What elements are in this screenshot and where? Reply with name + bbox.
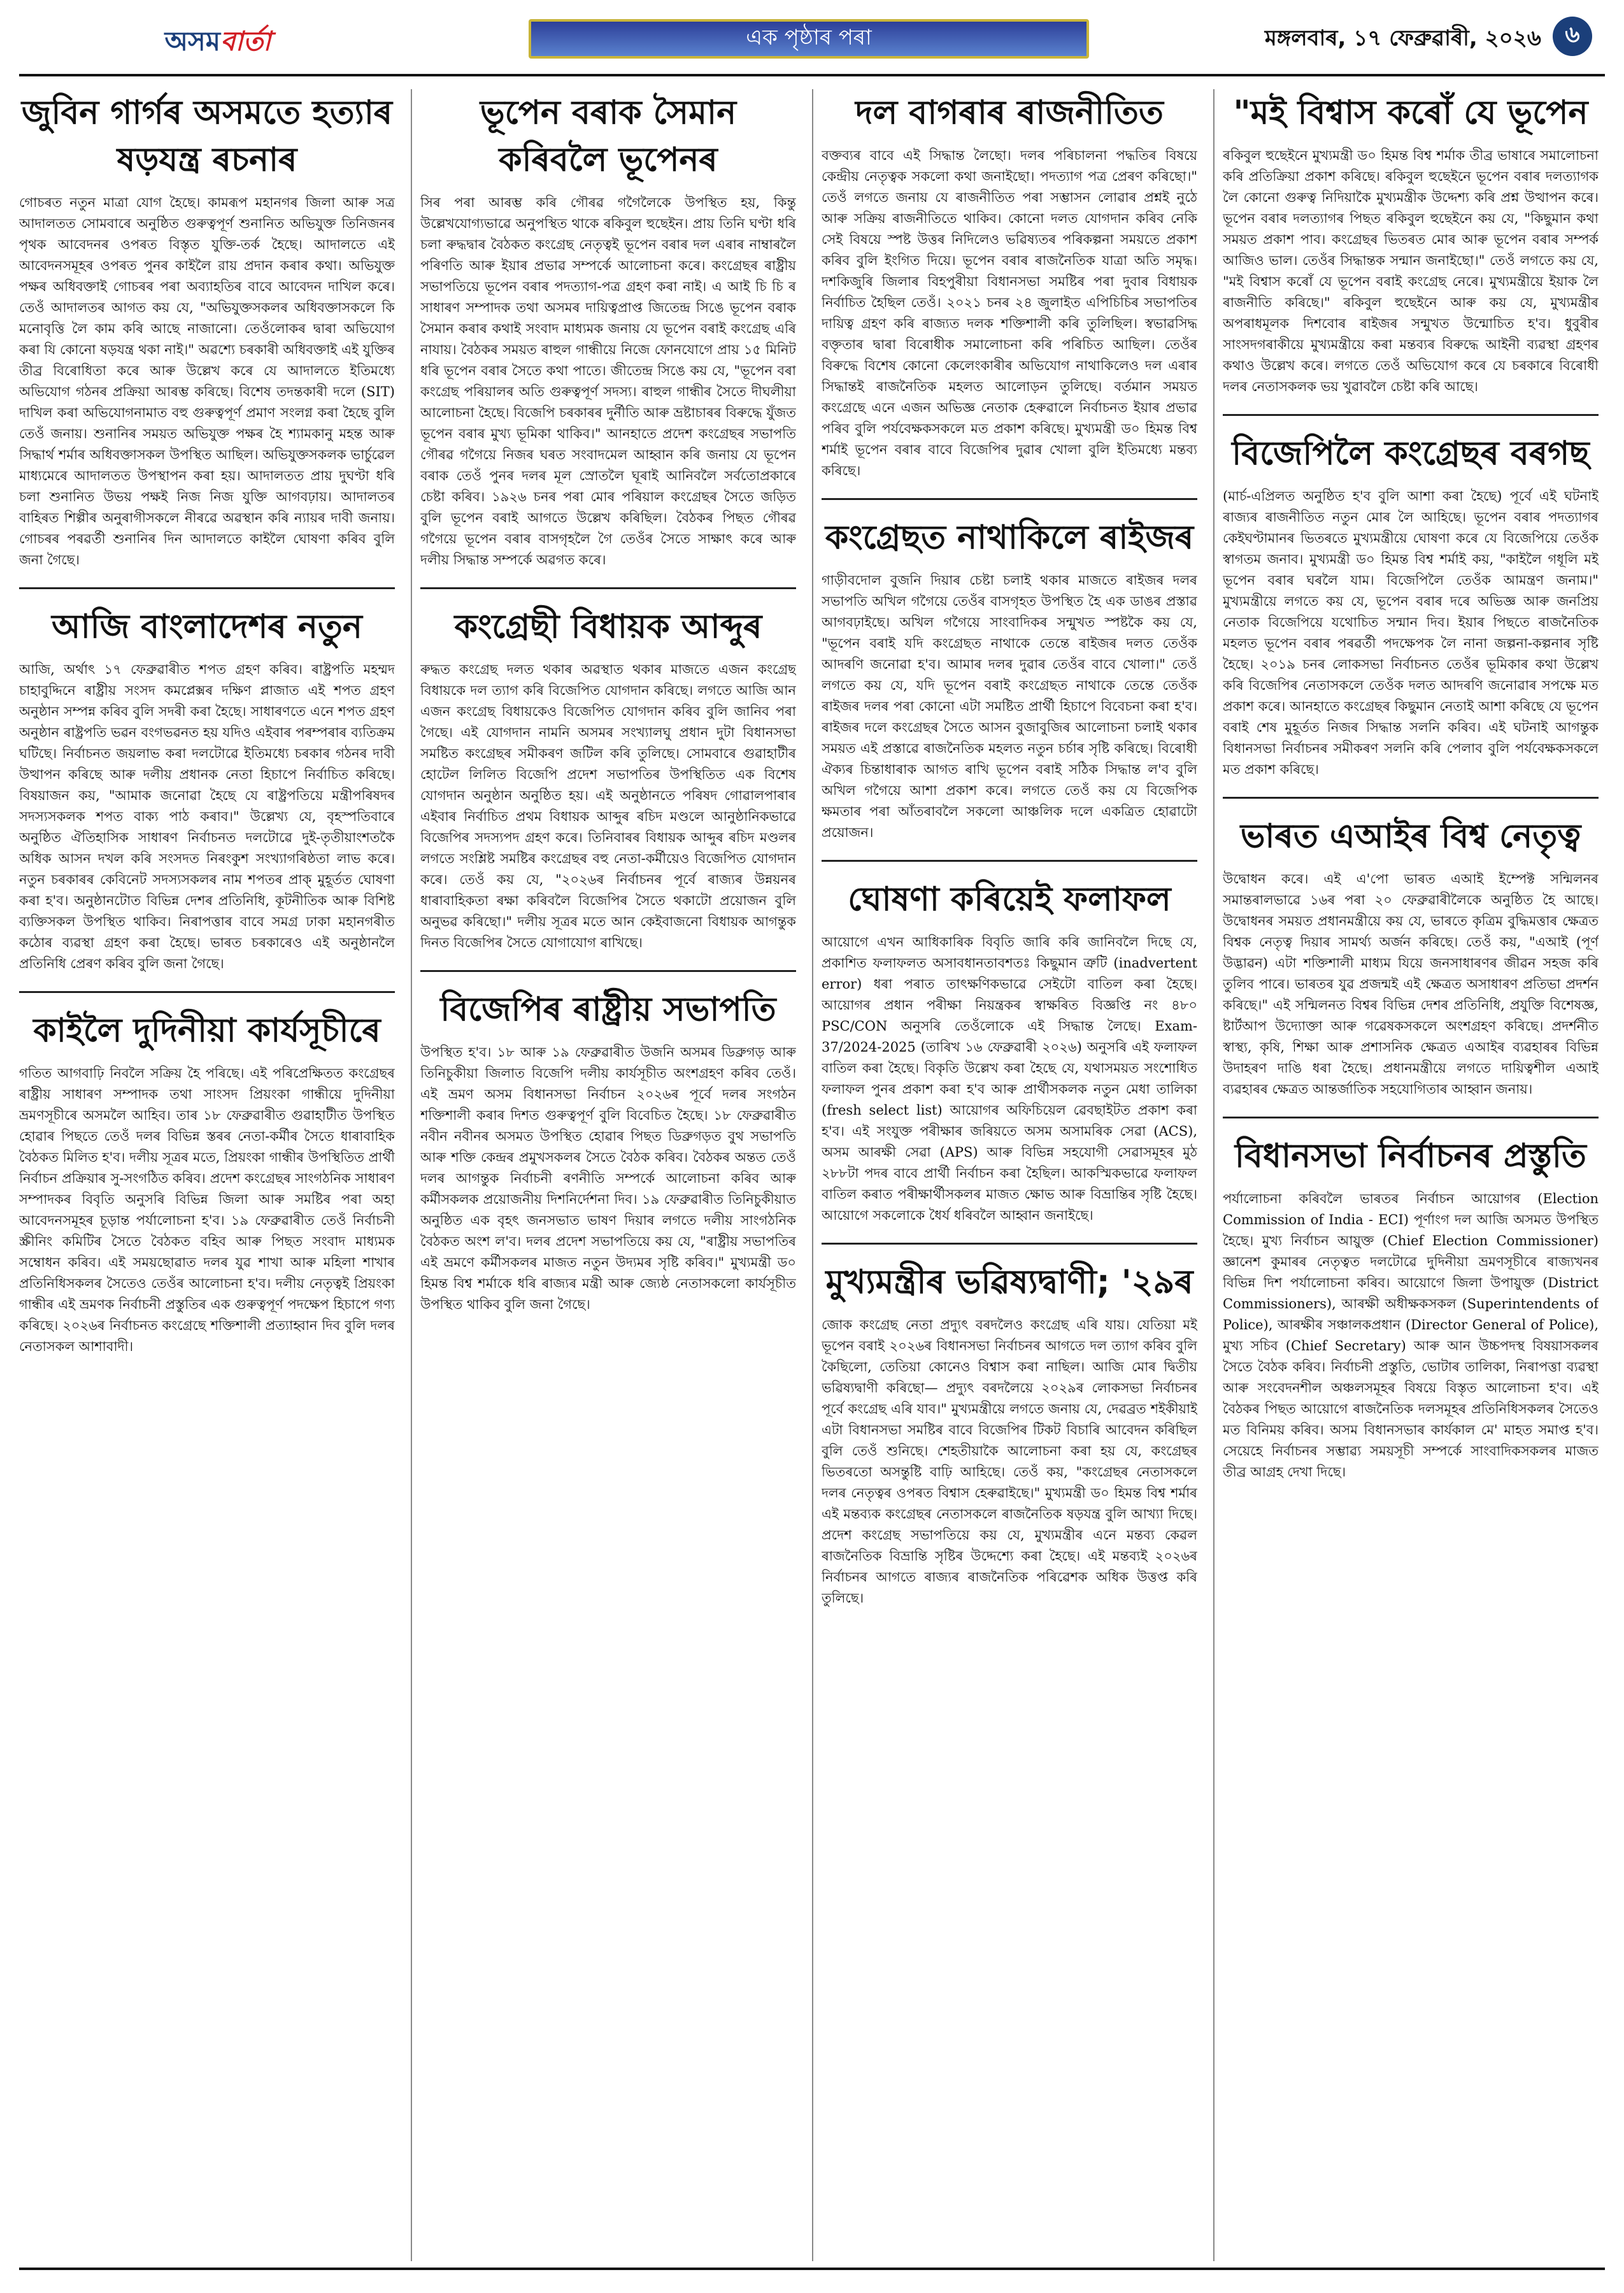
article-believe — [1223, 89, 1599, 397]
article-bhupen-borah — [420, 89, 796, 571]
article-headline: জুবিন গাৰ্গৰ অসমতে হত্যাৰ ষড়যন্ত্ৰ ৰচনাৰ — [21, 94, 393, 179]
article-headline: ভূপেন বৰাক সৈমান কৰিবলৈ ভূপেনৰ — [480, 94, 737, 179]
article-headline: ভাৰত এআইৰ বিশ্ব নেতৃত্ব — [1240, 817, 1581, 855]
column-divider — [812, 89, 813, 2261]
column-4 — [1223, 89, 1599, 2261]
article-headline: আজি বাংলাদেশৰ নতুন — [52, 608, 362, 646]
column-divider — [1213, 89, 1214, 2261]
article-body: গতিত আগবাঢ়ি নিবলৈ সক্ৰিয় হৈ পৰিছে। এই পৰিপ্ৰেক্ষিতত কংগ্ৰেছৰ ৰাষ্ট্ৰীয় সাধাৰণ সম্পাদক তথা সাংসদ প্ৰিয়ংকা গান্ধীয়ে দুদিনীয়া ভ্ৰমণসূচীৰে অসমলৈ আহিব। তাৰ ১৮ ফেব্ৰুৱাৰীত গুৱাহাটীত উপস্থিত হোৱাৰ পিছতে তেওঁ দলৰ বিভিন্ন স্তৰৰ নেতা-কৰ্মীৰ সৈতে ধাৰাবাহিক বৈঠকত মিলিত হ'ব। দলীয় সূত্ৰৰ মতে, প্ৰিয়ংকা গান্ধীৰ উপস্থিতিত প্ৰাৰ্থী নিৰ্বাচন প্ৰক্ৰিয়াৰ সু-সংগঠিত কৰিব। প্ৰদেশ কংগ্ৰেছৰ সাংগঠনিক সাধাৰণ সম্পাদকৰ বিবৃতি অনুসৰি বিভিন্ন জিলা আৰু সমষ্টিৰ পৰা অহা আবেদনসমূহৰ চূড়ান্ত পৰ্যালোচনা হ'ব। ১৯ ফেব্ৰুৱাৰীত তেওঁ নিৰ্বাচনী স্ক্ৰীনিং কমিটিৰ সৈতে বৈঠকত বহিব আৰু পিছত সংবাদ মাধ্যমক সম্বোধন কৰিব। এই সময়ছোৱাত দলৰ যুৱ শাখা আৰু মহিলা শাখাৰ প্ৰতিনিধিসকলৰ সৈতেও তেওঁৰ আলোচনা হ'ব। দলীয় নেতৃত্বই প্ৰিয়ংকা গান্ধীৰ এই ভ্ৰমণক নিৰ্বাচনী প্ৰস্তুতিৰ এক গুৰুত্বপূৰ্ণ পদক্ষেপ হিচাপে গণ্য কৰিছে। ২০২৬ৰ নিৰ্বাচনত কংগ্ৰেছে শক্তিশালী প্ৰত্যাহ্বান দিব বুলি দলৰ নেতাসকল আশাবাদী। — [19, 1066, 395, 1354]
article-body: আয়োগে এখন আধিকাৰিক বিবৃতি জাৰি কৰি জানিবলৈ দিছে যে, প্ৰকাশিত ফলাফলত অসাবধানতাবশতঃ কিছুমান ত্ৰুটি (inadvertent error) ধৰা পৰাত তাৎক্ষণিকভাৱে সেইটো বাতিল কৰা হৈছে। আয়োগৰ প্ৰধান পৰীক্ষা নিয়ন্ত্ৰকৰ স্বাক্ষৰিত বিজ্ঞপ্তি নং ৪৮০ PSC/CON অনুসৰি তেওঁলোকে এই সিদ্ধান্ত লৈছে। Exam-37/2024-2025 (তাৰিখ ১৬ ফেব্ৰুৱাৰী ২০২৬) অনুসৰি এই ফলাফল বাতিল কৰা হৈছে। বিকৃতি উল্লেখ কৰা হৈছে যে, যথাসময়ত সংশোধিত ফলাফল পুনৰ প্ৰকাশ কৰা হ'ব আৰু প্ৰাৰ্থীসকলক নতুন মেধা তালিকা (fresh select list) আয়োগৰ অফিচিয়েল ৱেবছাইটত প্ৰকাশ কৰা হ'ব। এই সংযুক্ত পৰীক্ষাৰ জৰিয়তে অসম অসামৰিক সেৱা (ACS), অসম আৰক্ষী সেৱা (APS) আৰু বিভিন্ন সহযোগী সেৱাসমূহৰ মুঠ ২৮৮টা পদৰ বাবে প্ৰাৰ্থী নিৰ্বাচন কৰা হৈছিল। আকস্মিকভাৱে ফলাফল বাতিল কৰাত পৰীক্ষাৰ্থীসকলৰ মাজত ক্ষোভ আৰু বিভ্ৰান্তিৰ সৃষ্টি হৈছে। আয়োগে সকলোকে ধৈৰ্য ধৰিবলৈ আহ্বান জনাইছে। — [822, 934, 1197, 1223]
article-headline: "মই বিশ্বাস কৰোঁ যে ভূপেন — [1233, 94, 1588, 132]
logo-text-part2: বাৰ্তা — [220, 25, 271, 57]
article-cm-prophecy — [822, 1259, 1197, 1609]
story-divider — [420, 970, 796, 972]
newspaper-logo — [154, 15, 281, 70]
story-divider — [1223, 414, 1599, 416]
story-divider — [1223, 1117, 1599, 1118]
article-bangladesh — [19, 603, 395, 975]
article-body: বক্তব্যৰ বাবে এই সিদ্ধান্ত লৈছো। দলৰ পৰিচালনা পদ্ধতিৰ বিষয়ে কেন্দ্ৰীয় নেতৃত্বক সকলো কথা জনাইছো। পদত্যাগ পত্ৰ প্ৰেৰণ কৰিছো।" তেওঁ লগতে জনায় যে ৰাজনীতিত পৰা সম্ভাসন লোৱাৰ প্ৰশ্নই নুঠে আৰু সক্ৰিয় ৰাজনীতিতে থাকিব। কোনো দলত যোগদান কৰিব নেকি সেই বিষয়ে স্পষ্ট উত্তৰ নিদিলেও ভৱিষ্যতৰ পৰিকল্পনা সময়তে প্ৰকাশ কৰিব বুলি ইংগিত দিয়ে। ভূপেন বৰাৰ ৰাজনৈতিক যাত্ৰা অতি সমৃদ্ধ। দশকিজুৰি জিলাৰ বিহপুৰীয়া বিধানসভা সমষ্টিৰ পৰা দুবাৰ বিধায়ক নিৰ্বাচিত হৈছিল তেওঁ। ২০২১ চনৰ ২৪ জুলাইত এপিচিচিৰ সভাপতিৰ দায়িত্ব গ্ৰহণ কৰি ৰাজ্যত দলক শক্তিশালী কৰি তুলিছিল। স্বভাৱসিদ্ধ বক্তৃতাৰ দ্বাৰা বিৰোধীক সমালোচনা কৰি পৰিচিত আছিল। তেওঁৰ বিৰুদ্ধে বিশেষ কোনো কেলেংকাৰীৰ অভিযোগ নাথাকিলেও দল এৰাৰ সিদ্ধান্তই ৰাজনৈতিক মহলত আলোড়ন তুলিছে। বৰ্তমান সময়ত কংগ্ৰেছে এনে এজন অভিজ্ঞ নেতাক হেৰুৱালে নিৰ্বাচনত ইয়াৰ প্ৰভাৱ পৰিব বুলি পৰ্যবেক্ষকসকলে মত প্ৰকাশ কৰিছে। মুখ্যমন্ত্ৰী ড০ হিমন্ত বিশ্ব শৰ্মাই ভূপেন বৰাৰ বাবে বিজেপিৰ দুৱাৰ খোলা বুলি ইতিমধ্যে মন্তব্য কৰিছে। — [822, 148, 1197, 478]
issue-date: মঙ্গলবাৰ, ১৭ ফেব্ৰুৱাৰী, ২০২৬ — [1264, 25, 1541, 51]
article-zubeen — [19, 89, 395, 571]
article-flaflal — [822, 876, 1197, 1226]
story-divider — [1223, 797, 1599, 799]
article-body: উপস্থিত হ'ব। ১৮ আৰু ১৯ ফেব্ৰুৱাৰীত উজনি অসমৰ ডিব্ৰুগড় আৰু তিনিচুকীয়া জিলাত বিজেপি দলীয় কাৰ্যসূচীত অংশগ্ৰহণ কৰিব তেওঁ। এই ভ্ৰমণ অসম বিধানসভা নিৰ্বাচন ২০২৬ৰ পূৰ্বে দলৰ সংগঠন শক্তিশালী কৰাৰ দিশত গুৰুত্বপূৰ্ণ বুলি বিবেচিত হৈছে। ১৮ ফেব্ৰুৱাৰীত নবীন নবীনৰ অসমত উপস্থিত হোৱাৰ পিছত ডিব্ৰুগড়ত বুথ সভাপতি আৰু শক্তি কেন্দ্ৰৰ প্ৰমুখসকলৰ সৈতে বৈঠক কৰিব। বৈঠকৰ অন্তত তেওঁ দলৰ আগন্তুক নিৰ্বাচনী ৰণনীতি সম্পৰ্কে আলোচনা কৰিব আৰু কৰ্মীসকলক প্ৰয়োজনীয় দিশনিৰ্দেশনা দিব। ১৯ ফেব্ৰুৱাৰীত তিনিচুকীয়াত অনুষ্ঠিত এক বৃহৎ জনসভাত ভাষণ দিয়াৰ লগতে দলীয় সাংগঠনিক বৈঠকত অংশ ল'ব। দলৰ প্ৰদেশ সভাপতিয়ে কয় যে, "ৰাষ্ট্ৰীয় সভাপতিৰ এই ভ্ৰমণে কৰ্মীসকলৰ মাজত নতুন উদ্যমৰ সৃষ্টি কৰিব।" মুখ্যমন্ত্ৰী ড০ হিমন্ত বিশ্ব শৰ্মাকে ধৰি ৰাজ্যৰ মন্ত্ৰী আৰু জ্যেষ্ঠ নেতাসকলো কাৰ্যসূচীত উপস্থিত থাকিব বুলি জনা গৈছে। — [420, 1045, 796, 1312]
article-bjp-president — [420, 986, 796, 1315]
article-body: পৰ্যালোচনা কৰিবলৈ ভাৰতৰ নিৰ্বাচন আয়োগৰ (Election Commission of India - ECI) পূৰ্ণাংগ দল আজি অসমত উপস্থিত হৈছে। মুখ্য নিৰ্বাচন আয়ুক্ত (Chief Election Commissioner) জ্ঞানেশ কুমাৰৰ নেতৃত্বত দলটোৱে দুদিনীয়া ভ্ৰমণসূচীৰে ৰাজ্যখনৰ বিভিন্ন দিশ পৰ্যালোচনা কৰিব। আয়োগে জিলা উপায়ুক্ত (District Commissioners), আৰক্ষী অধীক্ষকসকল (Superintendents of Police), আৰক্ষীৰ সঞ্চালকপ্ৰধান (Director General of Police), মুখ্য সচিব (Chief Secretary) আৰু আন উচ্চপদস্থ বিষয়াসকলৰ সৈতে বৈঠক কৰিব। নিৰ্বাচনী প্ৰস্তুতি, ভোটাৰ তালিকা, নিৰাপত্তা ব্যৱস্থা আৰু সংবেদনশীল অঞ্চলসমূহৰ বিষয়ে বিস্তৃত আলোচনা হ'ব। এই বৈঠকৰ পিছত আয়োগে ৰাজনৈতিক দলসমূহৰ প্ৰতিনিধিসকলৰ সৈতেও মত বিনিময় কৰিব। অসম বিধানসভাৰ কাৰ্যকাল মে' মাহত সমাপ্ত হ'ব। সেয়েহে নিৰ্বাচনৰ সম্ভাৱ্য সময়সূচী সম্পৰ্কে সাংবাদিকসকলৰ মাজত তীব্ৰ আগ্ৰহ দেখা দিছে। — [1223, 1191, 1599, 1480]
masthead-divider — [19, 74, 1605, 76]
article-bjp-congress — [1223, 430, 1599, 780]
article-body: গাড়ীবদোল বুজনি দিয়াৰ চেষ্টা চলাই থকাৰ মাজতে ৰাইজৰ দলৰ সভাপতি অখিল গগৈয়ে তেওঁৰ বাসগৃহত উপস্থিত হৈ এক ডাঙৰ প্ৰস্তাৱ আগবঢ়াইছে। অখিল গগৈয়ে সাংবাদিকৰ সন্মুখত স্পষ্টকৈ কয় যে, "ভূপেন বৰাই যদি কংগ্ৰেছত নাথাকে তেন্তে ৰাইজৰ দলত তেওঁক আদৰণি জনোৱা হ'ব। আমাৰ দলৰ দুৱাৰ তেওঁৰ বাবে খোলা।" তেওঁ লগতে কয় যে, যদি ভূপেন বৰাই কংগ্ৰেছত নাথাকে তেন্তে তেওঁক ৰাইজৰ দলৰ পৰা কোনো এটা সমষ্টিত প্ৰাৰ্থী হিচাপে বিবেচনা কৰা হ'ব। ৰাইজৰ দলে কংগ্ৰেছৰ সৈতে আসন বুজাবুজিৰ আলোচনা চলাই থকাৰ সময়ত এই প্ৰস্তাৱে ৰাজনৈতিক মহলত নতুন চৰ্চাৰ সৃষ্টি কৰিছে। বিৰোধী ঐক্যৰ চিন্তাধাৰাক আগত ৰাখি ভূপেন বৰাই সঠিক সিদ্ধান্ত ল'ব বুলি অখিল গগৈয়ে আশা প্ৰকাশ কৰে। লগতে তেওঁ কয় যে বিজেপিক ক্ষমতাৰ পৰা আঁতৰাবলৈ সকলো আঞ্চলিক দলে একত্ৰিত হোৱাটো প্ৰয়োজন। — [822, 573, 1197, 840]
story-divider — [822, 860, 1197, 862]
logo-text-part1: অসম — [164, 25, 221, 57]
article-headline: মুখ্যমন্ত্ৰীৰ ভৱিষ্যদ্বাণী; '২৯ৰ — [825, 1263, 1193, 1301]
story-divider — [822, 1243, 1197, 1245]
article-body: (মাৰ্চ-এপ্ৰিলত অনুষ্ঠিত হ'ব বুলি আশা কৰা হৈছে) পূৰ্বে এই ঘটনাই ৰাজ্যৰ ৰাজনীতিত নতুন মোৰ লৈ আহিছে। ভূপেন বৰাৰ পদত্যাগৰ কেইঘণ্টামানৰ ভিতৰতে মুখ্যমন্ত্ৰীয়ে ঘোষণা কৰে যে বিজেপিয়ে তেওঁক স্বাগতম জনাব। মুখ্যমন্ত্ৰী ড০ হিমন্ত বিশ্ব শৰ্মাই কয়, "কাইলৈ গধূলি মই ভূপেন বৰাৰ ঘৰলৈ যাম। বিজেপিলৈ তেওঁক আমন্ত্ৰণ জনাম।" মুখ্যমন্ত্ৰীয়ে লগতে কয় যে, ভূপেন বৰাৰ দৰে অভিজ্ঞ আৰু জনপ্ৰিয় নেতাক বিজেপিয়ে যথোচিত সন্মান দিব। ইয়াৰ পিছতে ৰাজনৈতিক মহলত ভূপেন বৰাৰ পৰৱৰ্তী পদক্ষেপক লৈ নানা জল্পনা-কল্পনাৰ সৃষ্টি হৈছে। ২০১৯ চনৰ লোকসভা নিৰ্বাচনত তেওঁৰ ভূমিকাৰ কথা উল্লেখ কৰি বিজেপিৰ নেতাসকলে তেওঁক দলত আদৰণি জনোৱাৰ সপক্ষে মত প্ৰকাশ কৰে। আনহাতে কংগ্ৰেছৰ কিছুমান নেতাই আশা কৰিছে যে ভূপেন বৰাই শেষ মুহূৰ্তত নিজৰ সিদ্ধান্ত সলনি কৰিব। এই ঘটনাই আগন্তুক বিধানসভা নিৰ্বাচনৰ সমীকৰণ সলনি কৰি পেলাব বুলি পৰ্যবেক্ষকসকলে মত প্ৰকাশ কৰিছে। — [1223, 489, 1599, 777]
article-headline: বিজেপিলৈ কংগ্ৰেছৰ বৰগছ — [1232, 434, 1590, 473]
article-headline: বিজেপিৰ ৰাষ্ট্ৰীয় সভাপতি — [440, 990, 776, 1029]
story-divider — [19, 587, 395, 589]
article-headline: দল বাগৰাৰ ৰাজনীতিত — [855, 94, 1164, 132]
footer-divider — [19, 2268, 1605, 2270]
article-body: সিৰ পৰা আৰম্ভ কৰি গৌৰৱ গগৈলৈকে উপস্থিত হয়, কিন্তু উল্লেখযোগ্যভাৱে অনুপস্থিত থাকে ৰকিবুল হুছেইন। প্ৰায় তিনি ঘণ্টা ধৰি চলা ৰুদ্ধদ্বাৰ বৈঠকত কংগ্ৰেছ নেতৃত্বই ভূপেন বৰাৰ দল এৰাৰ নাম্বাৰলৈ পৰিণতি আৰু ইয়াৰ প্ৰভাৱ সম্পৰ্কে আলোচনা কৰে। কংগ্ৰেছৰ ৰাষ্ট্ৰীয় সভাপতিয়ে ভূপেন বৰাৰ পদত্যাগ-পত্ৰ গ্ৰহণ কৰা নাই। এ আই চি চি ৰ সাধাৰণ সম্পাদক তথা অসমৰ দায়িত্বপ্ৰাপ্ত জিতেন্দ্ৰ সিঙে ভূপেন বৰাক সৈমান কৰাৰ কথাই সংবাদ মাধ্যমক জনায় যে ভূপেন বৰাই কংগ্ৰেছ এৰি নাযায়। বৈঠকৰ সময়ত ৰাহুল গান্ধীয়ে নিজে ফোনযোগে প্ৰায় ১৫ মিনিট ধৰি ভূপেন বৰাৰ সৈতে কথা পাতে। জীতেন্দ্ৰ সিঙে কয় যে, "ভূপেন বৰা কংগ্ৰেছ পৰিয়ালৰ অতি গুৰুত্বপূৰ্ণ সদস্য। ৰাহুল গান্ধীৰ সৈতে দীঘলীয়া আলোচনা হৈছে। বিজেপি চৰকাৰৰ দুৰ্নীতি আৰু ভ্ৰষ্টাচাৰৰ বিৰুদ্ধে যুঁজত ভূপেন বৰাৰ মুখ্য ভূমিকা থাকিব।" আনহাতে প্ৰদেশ কংগ্ৰেছৰ সভাপতি গৌৰৱ গগৈয়ে নিজৰ ঘৰত সংবাদমেল আহ্বান কৰি জনায় যে ভূপেন বৰাক তেওঁ পুনৰ দলৰ মূল স্ৰোতলৈ ঘূৰাই আনিবলৈ সৰ্বতোপ্ৰকাৰে চেষ্টা কৰিব। ১৯২৬ চনৰ পৰা মোৰ পৰিয়াল কংগ্ৰেছৰ সৈতে জড়িত বুলি ভূপেন বৰাই আগতে উল্লেখ কৰিছিল। বৈঠকৰ পিছত গৌৰৱ গগৈয়ে ভূপেন বৰাৰ বাসগৃহলৈ গৈ তেওঁৰ সৈতে সাক্ষাৎ কৰে আৰু দলীয় সিদ্ধান্ত সম্পৰ্কে অৱগত কৰে। — [420, 195, 796, 568]
column-divider — [411, 89, 412, 2261]
story-divider — [822, 498, 1197, 500]
page-number-badge: ৬ — [1553, 17, 1592, 56]
article-body: জোক কংগ্ৰেছ নেতা প্ৰদ্যুৎ বৰদলৈও কংগ্ৰেছ এৰি যায়। যেতিয়া মই ভূপেন বৰাই ২০২৬ৰ বিধানসভা নিৰ্বাচনৰ আগতে দল ত্যাগ কৰিব বুলি কৈছিলো, তেতিয়া কোনেও বিশ্বাস কৰা নাছিল। আজি মোৰ দ্বিতীয় ভৱিষ্যদ্বাণী কৰিছো— প্ৰদ্যুৎ বৰদলৈয়ে ২০২৯ৰ লোকসভা নিৰ্বাচনৰ পূৰ্বে কংগ্ৰেছ এৰি যাব।" মুখ্যমন্ত্ৰীয়ে লগতে জনায় যে, দেৱব্ৰত শইকীয়াই এটা বিধানসভা সমষ্টিৰ বাবে বিজেপিৰ টিকট বিচাৰি আবেদন কৰিছিল বুলি তেওঁ শুনিছে। শেহতীয়াকৈ আলোচনা কৰা হয় যে, কংগ্ৰেছৰ ভিতৰতো অসন্তুষ্টি বাঢ়ি আহিছে। তেওঁ কয়, "কংগ্ৰেছৰ নেতাসকলে দলৰ নেতৃত্বৰ ওপৰত বিশ্বাস হেৰুৱাইছে।" মুখ্যমন্ত্ৰী ড০ হিমন্ত বিশ্ব শৰ্মাৰ এই মন্তব্যক কংগ্ৰেছৰ নেতাসকলে ৰাজনৈতিক ষড়যন্ত্ৰ বুলি আখ্যা দিছে। প্ৰদেশ কংগ্ৰেছ সভাপতিয়ে কয় যে, মুখ্যমন্ত্ৰীৰ এনে মন্তব্য কেৱল ৰাজনৈতিক বিভ্ৰান্তি সৃষ্টিৰ উদ্দেশ্যে কৰা হৈছে। এই মন্তব্যই ২০২৬ৰ নিৰ্বাচনৰ আগতে ৰাজ্যৰ ৰাজনৈতিক পৰিৱেশক অধিক উত্তপ্ত কৰি তুলিছে। — [822, 1317, 1197, 1606]
article-headline: বিধানসভা নিৰ্বাচনৰ প্ৰস্তুতি — [1235, 1137, 1586, 1175]
article-body: গোচৰত নতুন মাত্ৰা যোগ হৈছে। কামৰূপ মহানগৰ জিলা আৰু সত্ৰ আদালতত সোমবাৰে অনুষ্ঠিত গুৰুত্বপূৰ্ণ শুনানিত অভিযুক্ত তিনিজনৰ পৃথক আবেদনৰ ওপৰত বিস্তৃত যুক্তি-তৰ্ক হৈছে। আদালতে এই আবেদনসমূহৰ ওপৰত পুনৰ কাইলৈ রায় প্ৰদান কৰাৰ কথা। অভিযুক্ত পক্ষৰ অধিবক্তাই গোচৰৰ পৰা অব্যাহতিৰ বাবে আবেদন দাখিল কৰে। তেওঁ আদালতৰ আগত কয় যে, "অভিযুক্তসকলৰ অধিবক্তাসকলে কি মনোবৃত্তি লৈ কাম কৰি আছে নাজানো। তেওঁলোকৰ দ্বাৰা অভিযোগ কৰা যি কোনো ষড়যন্ত্ৰ থকা নাই।" অৱশ্যে চৰকাৰী অধিবক্তাই এই যুক্তিৰ তীব্ৰ বিৰোধিতা কৰে আৰু উল্লেখ কৰে যে আদালতে ইতিমধ্যে অভিযোগ গঠনৰ প্ৰক্ৰিয়া আৰম্ভ কৰিছে। বিশেষ তদন্তকাৰী দলে (SIT) দাখিল কৰা অভিযোগনামাত বহু গুৰুত্বপূৰ্ণ প্ৰমাণ সংলগ্ন কৰা হৈছে বুলি তেওঁ জনায়। শুনানিৰ সময়ত অভিযুক্ত পক্ষৰ হৈ শ্যামকানু মহন্ত আৰু সিদ্ধাৰ্থ শৰ্মাৰ অধিবক্তাসকল উপস্থিত আছিল। অভিযুক্তসকলক ভাৰ্চুৱেল মাধ্যমেৰে আদালতত উপস্থাপন কৰা হয়। আদালতত প্ৰায় দুঘণ্টা ধৰি চলা শুনানিত উভয় পক্ষই নিজ নিজ যুক্তি আগবঢ়ায়। আদালতৰ বাহিৰত শিল্পীৰ অনুৰাগীসকলে নীৰৱে অৱস্থান কৰি ন্যায়ৰ দাবী জনায়। গোচৰৰ পৰৱৰ্তী শুনানিৰ দিন আদালতে কাইলৈ ঘোষণা কৰিব বুলি জনা গৈছে। — [19, 195, 395, 568]
article-congress-program — [19, 1007, 395, 1357]
article-body: ৰুদ্ধত কংগ্ৰেছ দলত থকাৰ অৱস্থাত থকাৰ মাজতে এজন কংগ্ৰেছ বিধায়কে দল ত্যাগ কৰি বিজেপিত যোগদান কৰিছে। লগতে আজি আন এজন কংগ্ৰেছ বিধায়কেও বিজেপিত যোগদান কৰিব বুলি জানিব পৰা গৈছে। এই যোগদান নামনি অসমৰ সংখ্যালঘু প্ৰধান দুটা বিধানসভা সমষ্টিত কংগ্ৰেছৰ সমীকৰণ জটিল কৰি তুলিছে। সোমবাৰে গুৱাহাটীৰ হোটেল লিলিত বিজেপি প্ৰদেশ সভাপতিৰ উপস্থিতিত এক বিশেষ যোগদান অনুষ্ঠান অনুষ্ঠিত হয়। এই অনুষ্ঠানতে পৰিষদ গোৱালপাৰাৰ এইবাৰ নিৰ্বাচিত প্ৰথম বিধায়ক আব্দুৰ ৰচিদ মণ্ডলে আনুষ্ঠানিকভাৱে বিজেপিৰ সদস্যপদ গ্ৰহণ কৰে। তিনিবাৰৰ বিধায়ক আব্দুৰ ৰচিদ মণ্ডলৰ লগতে সংশ্লিষ্ট সমষ্টিৰ কংগ্ৰেছৰ বহু নেতা-কৰ্মীয়েও বিজেপিত যোগদান কৰে। তেওঁ কয় যে, "২০২৬ৰ নিৰ্বাচনৰ পূৰ্বে ৰাজ্যৰ উন্নয়নৰ ধাৰাবাহিকতা ৰক্ষা কৰিবলৈ বিজেপিৰ সৈতে থকাটো প্ৰয়োজন বুলি অনুভৱ কৰিছো।" দলীয় সূত্ৰৰ মতে আন কেইবাজনো বিধায়ক আগন্তুক দিনত বিজেপিৰ সৈতে যোগাযোগ ৰাখিছে। — [420, 662, 796, 950]
story-divider — [420, 587, 796, 589]
article-assembly-prep — [1223, 1132, 1599, 1483]
masthead — [19, 13, 1605, 75]
article-headline: ঘোষণা কৰিয়েই ফলাফল — [848, 880, 1171, 918]
section-banner: এক পৃষ্ঠাৰ পৰা — [529, 19, 1089, 59]
article-body: আজি, অৰ্থাৎ ১৭ ফেব্ৰুৱাৰীত শপত গ্ৰহণ কৰিব। ৰাষ্ট্ৰপতি মহম্মদ চাহাবুদ্দিনে ৰাষ্ট্ৰীয় সংসদ কমপ্লেক্সৰ দক্ষিণ প্লাজাত এই শপত গ্ৰহণ অনুষ্ঠান সম্পন্ন কৰিব বুলি সদৰী কৰা হৈছে। সাধাৰণতে এনে শপত গ্ৰহণ অনুষ্ঠান ৰাষ্ট্ৰপতি ভৱন বংগভৱনত হয় যদিও এইবাৰ পৰম্পৰাৰ ব্যতিক্ৰম ঘটিছে। নিৰ্বাচনত জয়লাভ কৰা দলটোৱে ইতিমধ্যে চৰকাৰ গঠনৰ দাবী উত্থাপন কৰিছে আৰু দলীয় প্ৰধানক নেতা হিচাপে নিৰ্বাচিত কৰিছে। বিষয়াজন কয়, "আমাক জনোৱা হৈছে যে ৰাষ্ট্ৰপতিয়ে মন্ত্ৰীপৰিষদৰ সদস্যসকলক শপত বাক্য পাঠ কৰাব।" উল্লেখ্য যে, বৃহস্পতিবাৰে অনুষ্ঠিত ঐতিহাসিক সাধাৰণ নিৰ্বাচনত দলটোৱে দুই-তৃতীয়াংশতকৈ অধিক আসন দখল কৰি সংসদত নিৰংকুশ সংখ্যাগৰিষ্ঠতা লাভ কৰে। নতুন চৰকাৰৰ কেবিনেট সদস্যসকলৰ নাম শপতৰ প্ৰাক্ মুহূৰ্তত ঘোষণা কৰা হ'ব। অনুষ্ঠানটোত বিভিন্ন দেশৰ প্ৰতিনিধি, কূটনীতিক আৰু বিশিষ্ট ব্যক্তিসকল উপস্থিত থাকিব। নিৰাপত্তাৰ বাবে সমগ্ৰ ঢাকা মহানগৰীত কঠোৰ ব্যৱস্থা গ্ৰহণ কৰা হৈছে। ভাৰত চৰকাৰেও এই অনুষ্ঠানলৈ প্ৰতিনিধি প্ৰেৰণ কৰিব বুলি জনা গৈছে। — [19, 662, 395, 971]
article-bagrar — [822, 89, 1197, 482]
column-1 — [19, 89, 395, 2261]
article-body: ৰকিবুল হুছেইনে মুখ্যমন্ত্ৰী ড০ হিমন্ত বিশ্ব শৰ্মাক তীব্ৰ ভাষাৰে সমালোচনা কৰি প্ৰতিক্ৰিয়া প্ৰকাশ কৰিছে। ৰকিবুল হুছেইনে ভূপেন বৰাৰ দলত্যাগক লৈ কোনো গুৰুত্ব নিদিয়াকৈ মুখ্যমন্ত্ৰীক উদ্দেশ্য কৰি প্ৰশ্ন উত্থাপন কৰে। ভূপেন বৰাৰ দলত্যাগৰ পিছত ৰকিবুল হুছেইনে কয় যে, "কিছুমান কথা সময়ত প্ৰকাশ পাব। কংগ্ৰেছৰ ভিতৰত মোৰ আৰু ভূপেন বৰাৰ সম্পৰ্ক আজিও ভাল। তেওঁৰ সিদ্ধান্তক সন্মান জনাইছো।" তেওঁ লগতে কয় যে, "মই বিশ্বাস কৰোঁ যে ভূপেন বৰাই কংগ্ৰেছ নেৰে। মুখ্যমন্ত্ৰীয়ে ইয়াক লৈ ৰাজনীতি কৰিছে।" ৰকিবুল হুছেইনে আৰু কয় যে, মুখ্যমন্ত্ৰীৰ অপৰাধমূলক দিশবোৰ ৰাইজৰ সন্মুখত উন্মোচিত হ'ব। ধুবুৰীৰ সাংসদগৰাকীয়ে মুখ্যমন্ত্ৰীয়ে কৰা মন্তব্যৰ বিৰুদ্ধে আইনী ব্যৱস্থা গ্ৰহণৰ কথাও উল্লেখ কৰে। লগতে তেওঁ অভিযোগ কৰে যে চৰকাৰে বিৰোধী দলৰ নেতাসকলক ভয় খুৱাবলৈ চেষ্টা কৰি আছে। — [1223, 148, 1599, 394]
article-ai-leadership — [1223, 813, 1599, 1100]
article-headline: কংগ্ৰেছী বিধায়ক আব্দুৰ — [454, 608, 762, 646]
article-body: উদ্বোধন কৰে। এই এ'পো ভাৰত এআই ইম্পেক্ট সন্মিলনৰ সমান্তৰালভাৱে ১৬ৰ পৰা ২০ ফেব্ৰুৱাৰীলৈকে অনুষ্ঠিত হৈ আছে। উদ্বোধনৰ সময়ত প্ৰধানমন্ত্ৰীয়ে কয় যে, ভাৰতে কৃত্ৰিম বুদ্ধিমত্তাৰ ক্ষেত্ৰত বিশ্বক নেতৃত্ব দিয়াৰ সামৰ্থ্য অৰ্জন কৰিছে। তেওঁ কয়, "এআই (পূৰ্ণ উদ্ভাৱন) এটা শক্তিশালী মাধ্যম যিয়ে জনসাধাৰণৰ জীৱন সহজ কৰি তুলিব পাৰে। ভাৰতৰ যুৱ প্ৰজন্মই এই ক্ষেত্ৰত অসাধাৰণ প্ৰতিভা প্ৰদৰ্শন কৰিছে।" এই সন্মিলনত বিশ্বৰ বিভিন্ন দেশৰ প্ৰতিনিধি, প্ৰযুক্তি বিশেষজ্ঞ, ষ্টাৰ্টআপ উদ্যোক্তা আৰু গৱেষকসকলে অংশগ্ৰহণ কৰিছে। প্ৰদৰ্শনীত স্বাস্থ্য, কৃষি, শিক্ষা আৰু প্ৰশাসনিক ক্ষেত্ৰত এআইৰ ব্যৱহাৰৰ বিভিন্ন উদাহৰণ দাঙি ধৰা হৈছে। প্ৰধানমন্ত্ৰীয়ে লগতে দায়িত্বশীল এআই ব্যৱহাৰৰ ক্ষেত্ৰত আন্তৰ্জাতিক সহযোগিতাৰ আহ্বান জনায়। — [1223, 871, 1599, 1097]
article-headline: কাইলৈ দুদিনীয়া কাৰ্যসূচীৰে — [33, 1011, 381, 1050]
article-abdur — [420, 603, 796, 954]
story-divider — [19, 991, 395, 993]
column-2 — [420, 89, 796, 2261]
article-raijor — [822, 514, 1197, 843]
column-3 — [822, 89, 1197, 2261]
article-headline: কংগ্ৰেছত নাথাকিলে ৰাইজৰ — [825, 518, 1194, 557]
